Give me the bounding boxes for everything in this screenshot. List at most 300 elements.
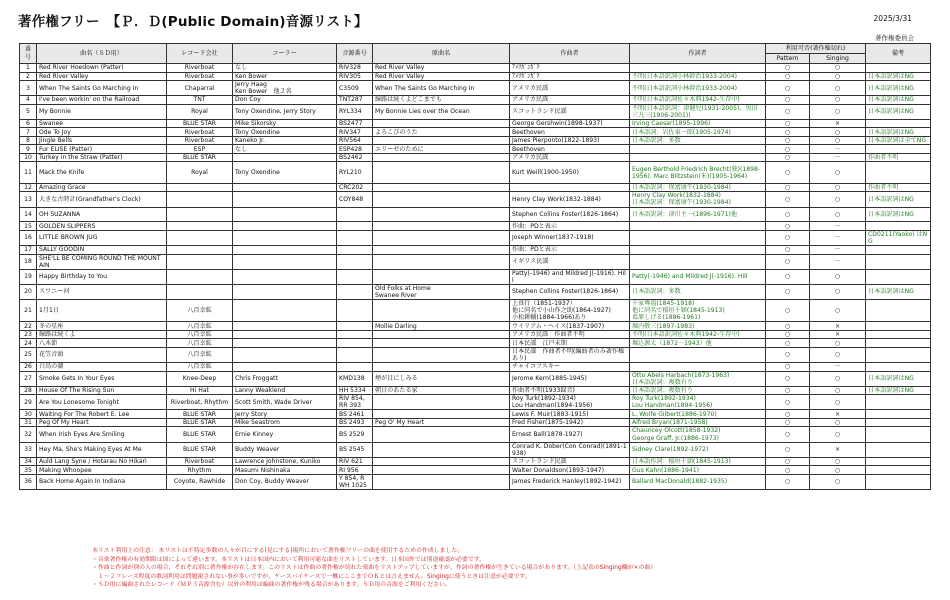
cell-recno: TNT287 — [337, 96, 373, 105]
cell-singing: － — [810, 363, 866, 372]
cell-pattern: ○ — [766, 300, 810, 322]
cell-label: BLUE STAR — [167, 410, 233, 419]
cell-pattern: ○ — [766, 222, 810, 231]
cell-original — [373, 230, 510, 245]
cell-pattern: ○ — [766, 104, 810, 119]
cell-label: TNT — [167, 96, 233, 105]
table-row — [20, 72, 931, 81]
cell-composer: Joseph Winner(1837-1918) — [510, 230, 630, 245]
table-row — [20, 371, 931, 386]
cell-no: 6 — [20, 119, 37, 128]
cell-composer: アメリカ民謡 — [510, 96, 630, 105]
cell-label: Royal — [167, 104, 233, 119]
cell-song: Making Whoopee — [37, 466, 167, 475]
cell-original — [373, 395, 510, 410]
cell-original — [373, 347, 510, 362]
cell-lyricist: 日本語詞：岩佐東一郎(1905-1974) — [630, 128, 766, 137]
cell-recno: COY848 — [337, 192, 373, 207]
cell-remarks — [866, 457, 931, 466]
cell-singing: － — [810, 145, 866, 154]
cell-remarks: 日本語訳詞はNG — [866, 72, 931, 81]
cell-lyricist: 堀内敬三(1897-1983) — [630, 322, 766, 331]
cell-singing: ○ — [810, 347, 866, 362]
cell-song: 冬の星座 — [37, 322, 167, 331]
cell-artist: Buddy Weaver — [233, 442, 337, 457]
cell-song: Back Home Again In Indiana — [37, 474, 167, 489]
cell-lyricist: 日本語訳詞：多数 — [630, 284, 766, 299]
cell-original: When The Saints Go Marching In — [373, 81, 510, 96]
document-date: 2025/3/31 — [873, 14, 912, 23]
cell-remarks — [866, 330, 931, 339]
cell-remarks — [866, 322, 931, 331]
table-body — [20, 64, 931, 490]
table-row — [20, 128, 931, 137]
cell-label: Coyote, Rawhide — [167, 474, 233, 489]
cell-song: 八木節 — [37, 339, 167, 348]
table-row — [20, 119, 931, 128]
cell-song: Fur ELISE (Patter) — [37, 145, 167, 154]
table-row — [20, 427, 931, 442]
cell-label — [167, 254, 233, 269]
cell-artist: Jerry Story — [233, 410, 337, 419]
cell-song: GOLDEN SLIPPERS — [37, 222, 167, 231]
cell-original: 線路は続くよどこまでも — [373, 96, 510, 105]
cell-composer: ウイリアム・ヘイス(1837-1907) — [510, 322, 630, 331]
cell-original — [373, 192, 510, 207]
cell-remarks — [866, 119, 931, 128]
cell-no: 4 — [20, 96, 37, 105]
cell-song: Turkey in the Straw (Patter) — [37, 153, 167, 162]
table-row — [20, 222, 931, 231]
cell-song: 大きな古時計(Grandfather's Clock) — [37, 192, 167, 207]
cell-song: Auld Lang Syne / Hotarau No Hikari — [37, 457, 167, 466]
cell-song: 1月1日 — [37, 300, 167, 322]
cell-label — [167, 222, 233, 231]
cell-lyricist: 日本語訳詞：複数有り — [630, 386, 766, 395]
cell-composer: Conrad K. Dober(Con Conrad)(1891-1938) — [510, 442, 630, 457]
cell-lyricist: Irving Caesar(1895-1996) — [630, 119, 766, 128]
cell-recno: BS 2529 — [337, 427, 373, 442]
cell-label: Riverboat — [167, 136, 233, 145]
cell-lyricist: Gus Kahn(1886-1941) — [630, 466, 766, 475]
table-row — [20, 145, 931, 154]
cell-song: My Bonnie — [37, 104, 167, 119]
cell-label — [167, 192, 233, 207]
cell-remarks — [866, 466, 931, 475]
cell-label: Riverboat — [167, 128, 233, 137]
cell-composer: アメリカ民謡 — [510, 153, 630, 162]
cell-song: Jingle Bells — [37, 136, 167, 145]
table-row — [20, 153, 931, 162]
cell-label — [167, 269, 233, 284]
cell-song: Swanee — [37, 119, 167, 128]
cell-recno: RIV305 — [337, 72, 373, 81]
cell-original — [373, 442, 510, 457]
col-header-original: 原曲名 — [373, 44, 510, 64]
cell-pattern: ○ — [766, 64, 810, 73]
cell-composer: アメリカ民謡 作曲者不明 — [510, 330, 630, 339]
cell-pattern: ○ — [766, 386, 810, 395]
cell-song: OH SUZANNA — [37, 207, 167, 222]
cell-pattern: ○ — [766, 207, 810, 222]
cell-artist: Masumi Nishinaka — [233, 466, 337, 475]
cell-pattern: ○ — [766, 427, 810, 442]
cell-recno — [337, 269, 373, 284]
cell-recno: Y 854, RWH 1025 — [337, 474, 373, 489]
cell-remarks — [866, 246, 931, 255]
cell-original: Red River Valley — [373, 72, 510, 81]
cell-recno — [337, 246, 373, 255]
cell-label: 八百幸紘 — [167, 339, 233, 348]
cell-singing: ○ — [810, 207, 866, 222]
cell-artist — [233, 230, 337, 245]
cell-pattern: ○ — [766, 410, 810, 419]
col-header-recno: 音源番号 — [337, 44, 373, 64]
table-row — [20, 269, 931, 284]
cell-label — [167, 230, 233, 245]
cell-recno: RIV328 — [337, 64, 373, 73]
cell-pattern: ○ — [766, 418, 810, 427]
cell-recno: CRC202 — [337, 183, 373, 192]
col-header-pattern: Pattern — [766, 54, 810, 64]
cell-artist: Tony Oxendine — [233, 128, 337, 137]
cell-no: 27 — [20, 371, 37, 386]
cell-recno: RIV347 — [337, 128, 373, 137]
cell-singing: × — [810, 410, 866, 419]
cell-song: Red River Valley — [37, 72, 167, 81]
cell-remarks — [866, 347, 931, 362]
cell-remarks: 日本語訳詞はNG — [866, 192, 931, 207]
cell-song: 花笠音頭 — [37, 347, 167, 362]
cell-original — [373, 457, 510, 466]
cell-recno: BS2462 — [337, 153, 373, 162]
col-header-artist: コーラー — [233, 44, 337, 64]
note-line: ・ＳＤ用に編曲されたレコード（ＭＰ３音源含む）以外の利用は編曲の著作権が残る場合があります。ＳＤ用の音源をご利用ください。 — [92, 582, 451, 589]
cell-label: 八百幸紘 — [167, 347, 233, 362]
cell-artist — [233, 339, 337, 348]
cell-no: 8 — [20, 136, 37, 145]
cell-no: 5 — [20, 104, 37, 119]
cell-lyricist — [630, 254, 766, 269]
cell-remarks — [866, 300, 931, 322]
cell-remarks: 日本語訳詞はNG — [866, 284, 931, 299]
cell-recno — [337, 322, 373, 331]
cell-composer: Henry Clay Work(1832-1884) — [510, 192, 630, 207]
cell-singing: × — [810, 330, 866, 339]
cell-label: BLUE STAR — [167, 119, 233, 128]
table-row — [20, 466, 931, 475]
pd-song-table — [19, 43, 931, 490]
cell-composer: Roy Turk(1892-1934) Lou Handman(1894-1956) — [510, 395, 630, 410]
cell-original: My Bonnie Lies over the Ocean — [373, 104, 510, 119]
cell-song: Ode To Joy — [37, 128, 167, 137]
cell-original — [373, 339, 510, 348]
cell-singing: ○ — [810, 371, 866, 386]
cell-recno: ESP428 — [337, 145, 373, 154]
cell-composer: アメリカ民謡 — [510, 81, 630, 96]
cell-original — [373, 119, 510, 128]
cell-original — [373, 254, 510, 269]
cell-composer: 作曲：PDと表示 — [510, 222, 630, 231]
table-row — [20, 162, 931, 184]
cell-pattern: ○ — [766, 96, 810, 105]
cell-recno: RYL334 — [337, 104, 373, 119]
cell-original — [373, 427, 510, 442]
cell-artist — [233, 153, 337, 162]
cell-original: Mollie Darling — [373, 322, 510, 331]
cell-pattern: ○ — [766, 347, 810, 362]
cell-lyricist: Otto Abels Harbach(1873-1963) 日本語訳詞：複数有り — [630, 371, 766, 386]
cell-original: よろこびのうた — [373, 128, 510, 137]
cell-singing: ○ — [810, 96, 866, 105]
cell-recno: RI 956 — [337, 466, 373, 475]
cell-lyricist: 不明(日本語訳詞小林幹治1933-2004) — [630, 81, 766, 96]
cell-no: 11 — [20, 162, 37, 184]
cell-pattern: ○ — [766, 474, 810, 489]
organization-name: 著作権委員会 — [875, 34, 914, 42]
cell-recno — [337, 207, 373, 222]
cell-pattern: ○ — [766, 269, 810, 284]
cell-no: 13 — [20, 192, 37, 207]
cell-recno — [337, 300, 373, 322]
cell-no: 22 — [20, 322, 37, 331]
cell-composer: 日本民謡 江戸末期 — [510, 339, 630, 348]
cell-remarks — [866, 339, 931, 348]
cell-song: Red River Hoedown (Patter) — [37, 64, 167, 73]
cell-no: 28 — [20, 386, 37, 395]
cell-no: 32 — [20, 427, 37, 442]
col-header-composer: 作曲者 — [510, 44, 630, 64]
cell-composer: ｱﾒﾘｶﾞﾝｶﾞ? — [510, 72, 630, 81]
table-row — [20, 322, 931, 331]
cell-original — [373, 153, 510, 162]
cell-artist — [233, 222, 337, 231]
cell-no: 33 — [20, 442, 37, 457]
cell-composer: チャイコフスキー — [510, 363, 630, 372]
cell-no: 20 — [20, 284, 37, 299]
cell-composer — [510, 183, 630, 192]
cell-recno — [337, 230, 373, 245]
cell-lyricist: 日本語訳詞：保富康午(1930-1984) — [630, 183, 766, 192]
cell-recno — [337, 347, 373, 362]
cell-no: 24 — [20, 339, 37, 348]
cell-artist: なし — [233, 145, 337, 154]
cell-pattern: ○ — [766, 246, 810, 255]
cell-original — [373, 207, 510, 222]
cell-remarks: 日本語訳詞はNG — [866, 104, 931, 119]
cell-singing: ○ — [810, 466, 866, 475]
cell-pattern: ○ — [766, 119, 810, 128]
usage-notes — [92, 547, 912, 590]
table-row — [20, 442, 931, 457]
cell-remarks: 作曲者不明 — [866, 183, 931, 192]
cell-pattern: ○ — [766, 192, 810, 207]
cell-recno: BS2477 — [337, 119, 373, 128]
cell-artist — [233, 254, 337, 269]
cell-singing: ○ — [810, 183, 866, 192]
cell-label — [167, 207, 233, 222]
cell-lyricist — [630, 363, 766, 372]
table-row — [20, 104, 931, 119]
cell-artist — [233, 246, 337, 255]
table-row — [20, 207, 931, 222]
cell-song: I've been workin' on the Railroad — [37, 96, 167, 105]
cell-lyricist: Ballard MacDonald(1882-1935) — [630, 474, 766, 489]
cell-lyricist: Chauncey Olcott(1858-1932) George Graff, Jr.(1886-1973) — [630, 427, 766, 442]
cell-lyricist: 千家尊福(1845-1918) 他に同名で稲垣千穎(1845-1913) 葛原しげる(1886-1961) — [630, 300, 766, 322]
cell-recno — [337, 284, 373, 299]
cell-original — [373, 330, 510, 339]
cell-remarks — [866, 145, 931, 154]
cell-song: 線路は続くよ — [37, 330, 167, 339]
cell-remarks — [866, 222, 931, 231]
cell-no: 30 — [20, 410, 37, 419]
cell-original: Peg O' My Heart — [373, 418, 510, 427]
cell-remarks: 日本語訳詞は全てNG — [866, 136, 931, 145]
table-row — [20, 386, 931, 395]
cell-artist: Lawrence Johnstone, Kuniko — [233, 457, 337, 466]
cell-artist: Kaneko Jr. — [233, 136, 337, 145]
cell-recno: C3509 — [337, 81, 373, 96]
cell-singing: ○ — [810, 474, 866, 489]
cell-composer: Jerome Kern(1885-1945) — [510, 371, 630, 386]
cell-remarks: CD0211(Yaoko) はNG — [866, 230, 931, 245]
cell-song: When Irish Eyes Are Smiling — [37, 427, 167, 442]
note-line: ・音楽著作権の有効期限は国によって違います。本リストは日本国内において利用可能な曲をリストしています。日本国外では別途確認が必要です。 — [92, 556, 486, 563]
cell-singing: ○ — [810, 386, 866, 395]
cell-no: 10 — [20, 153, 37, 162]
cell-artist — [233, 269, 337, 284]
cell-remarks — [866, 254, 931, 269]
cell-artist: Mike Seastrom — [233, 418, 337, 427]
table-row — [20, 230, 931, 245]
table-row — [20, 474, 931, 489]
cell-label: 八百幸紘 — [167, 330, 233, 339]
table-row — [20, 246, 931, 255]
note-line: １～２フレーズ程度の歌詞利用は問題視されない事が多いですが、ケースバイケースで一概にここまでＯＫとは言えません。Singingに使うときは注意が必要です。 — [92, 573, 531, 580]
cell-composer: Walter Donaldson(1893-1947) — [510, 466, 630, 475]
cell-song: SALLY GOODIN — [37, 246, 167, 255]
cell-lyricist: 日本語訳詞：津川主一(1896-1971)他 — [630, 207, 766, 222]
cell-label: Royal — [167, 162, 233, 184]
cell-no: 21 — [20, 300, 37, 322]
cell-composer: スコットランド民謡 — [510, 104, 630, 119]
table-row — [20, 339, 931, 348]
cell-singing: － — [810, 246, 866, 255]
cell-artist: Ernie Kinney — [233, 427, 337, 442]
cell-lyricist: L. Wolfe Gilbert(1886-1970) — [630, 410, 766, 419]
cell-composer: 作曲：PDと表示 — [510, 246, 630, 255]
cell-composer: Lewis F. Muir(1883-1915) — [510, 410, 630, 419]
cell-pattern: ○ — [766, 442, 810, 457]
cell-original: Red River Valley — [373, 64, 510, 73]
cell-label: 八百幸紘 — [167, 363, 233, 372]
cell-artist: Lanny Weaklend — [233, 386, 337, 395]
cell-no: 1 — [20, 64, 37, 73]
cell-original — [373, 162, 510, 184]
table-row — [20, 81, 931, 96]
cell-label: Riverboat, Rhythm — [167, 395, 233, 410]
cell-composer: 作曲者不明(1933録音) — [510, 386, 630, 395]
cell-pattern: ○ — [766, 162, 810, 184]
cell-composer: Patty(-1946) and Mildred J(-1916). Hill — [510, 269, 630, 284]
cell-no: 12 — [20, 183, 37, 192]
cell-label — [167, 246, 233, 255]
cell-lyricist: Sidney Clare(1892-1972) — [630, 442, 766, 457]
col-header-no: 番号 — [20, 44, 37, 64]
cell-remarks — [866, 418, 931, 427]
cell-lyricist: 不明(日本語訳詞佐々木典1942-生存中) — [630, 96, 766, 105]
cell-original — [373, 410, 510, 419]
cell-remarks: 日本語訳詞はNG — [866, 207, 931, 222]
cell-remarks — [866, 427, 931, 442]
cell-composer: Ernest Ball(1878-1927) — [510, 427, 630, 442]
cell-no: 15 — [20, 222, 37, 231]
cell-pattern: ○ — [766, 371, 810, 386]
cell-song: Hey Ma, She's Making Eyes At Me — [37, 442, 167, 457]
note-line: 本リスト利用上の注意： 本リストは不特定多数の人々が目にする(見にする)場所において著作権フリーの曲を使用するための作成しました。 — [92, 548, 464, 554]
cell-recno — [337, 363, 373, 372]
cell-artist: Jerry Haag Ken Bower 他２名 — [233, 81, 337, 96]
table-row — [20, 192, 931, 207]
cell-singing: － — [810, 230, 866, 245]
cell-label: 八百幸紘 — [167, 322, 233, 331]
cell-pattern: ○ — [766, 457, 810, 466]
cell-label: BLUE STAR — [167, 427, 233, 442]
cell-original — [373, 183, 510, 192]
cell-remarks: 日本語訳詞はNG — [866, 81, 931, 96]
cell-original — [373, 466, 510, 475]
col-header-song: 曲名（ＳＤ用） — [37, 44, 167, 64]
cell-remarks — [866, 395, 931, 410]
cell-label: Chaparral — [167, 81, 233, 96]
cell-singing: ○ — [810, 427, 866, 442]
cell-lyricist — [630, 347, 766, 362]
cell-recno: HH 5334 — [337, 386, 373, 395]
cell-song: スワニー河 — [37, 284, 167, 299]
cell-artist: Scott Smith, Wade Driver — [233, 395, 337, 410]
cell-artist — [233, 363, 337, 372]
cell-singing: ○ — [810, 395, 866, 410]
cell-recno — [337, 254, 373, 269]
cell-artist — [233, 192, 337, 207]
cell-no: 7 — [20, 128, 37, 137]
cell-no: 2 — [20, 72, 37, 81]
cell-lyricist: Henry Clay Work(1832-1884) 日本語訳詞：保富康午(1930-1984) — [630, 192, 766, 207]
cell-lyricist: 不明(日本語訳詞佐々木典1942-生存中) — [630, 330, 766, 339]
cell-lyricist: Eugen Berthold Friedrich Brecht(独)(1898-1956). Marc Blitzstein(米)(1905-1964) — [630, 162, 766, 184]
cell-artist — [233, 207, 337, 222]
cell-original: 煙が目にしみる — [373, 371, 510, 386]
cell-lyricist: 堀込源太（1872－1943）他 — [630, 339, 766, 348]
cell-no: 17 — [20, 246, 37, 255]
cell-lyricist: 日本語作詞：稲垣千頴(1845-1913) — [630, 457, 766, 466]
cell-composer: Beethoven — [510, 128, 630, 137]
cell-singing: × — [810, 119, 866, 128]
cell-singing: ○ — [810, 136, 866, 145]
cell-artist — [233, 347, 337, 362]
cell-label: Riverboat — [167, 64, 233, 73]
table-row — [20, 183, 931, 192]
col-header-remarks: 備考 — [866, 44, 931, 64]
cell-lyricist — [630, 246, 766, 255]
cell-recno: BS 2493 — [337, 418, 373, 427]
table-row — [20, 96, 931, 105]
cell-no: 34 — [20, 457, 37, 466]
cell-lyricist — [630, 153, 766, 162]
cell-pattern: ○ — [766, 339, 810, 348]
cell-no: 19 — [20, 269, 37, 284]
